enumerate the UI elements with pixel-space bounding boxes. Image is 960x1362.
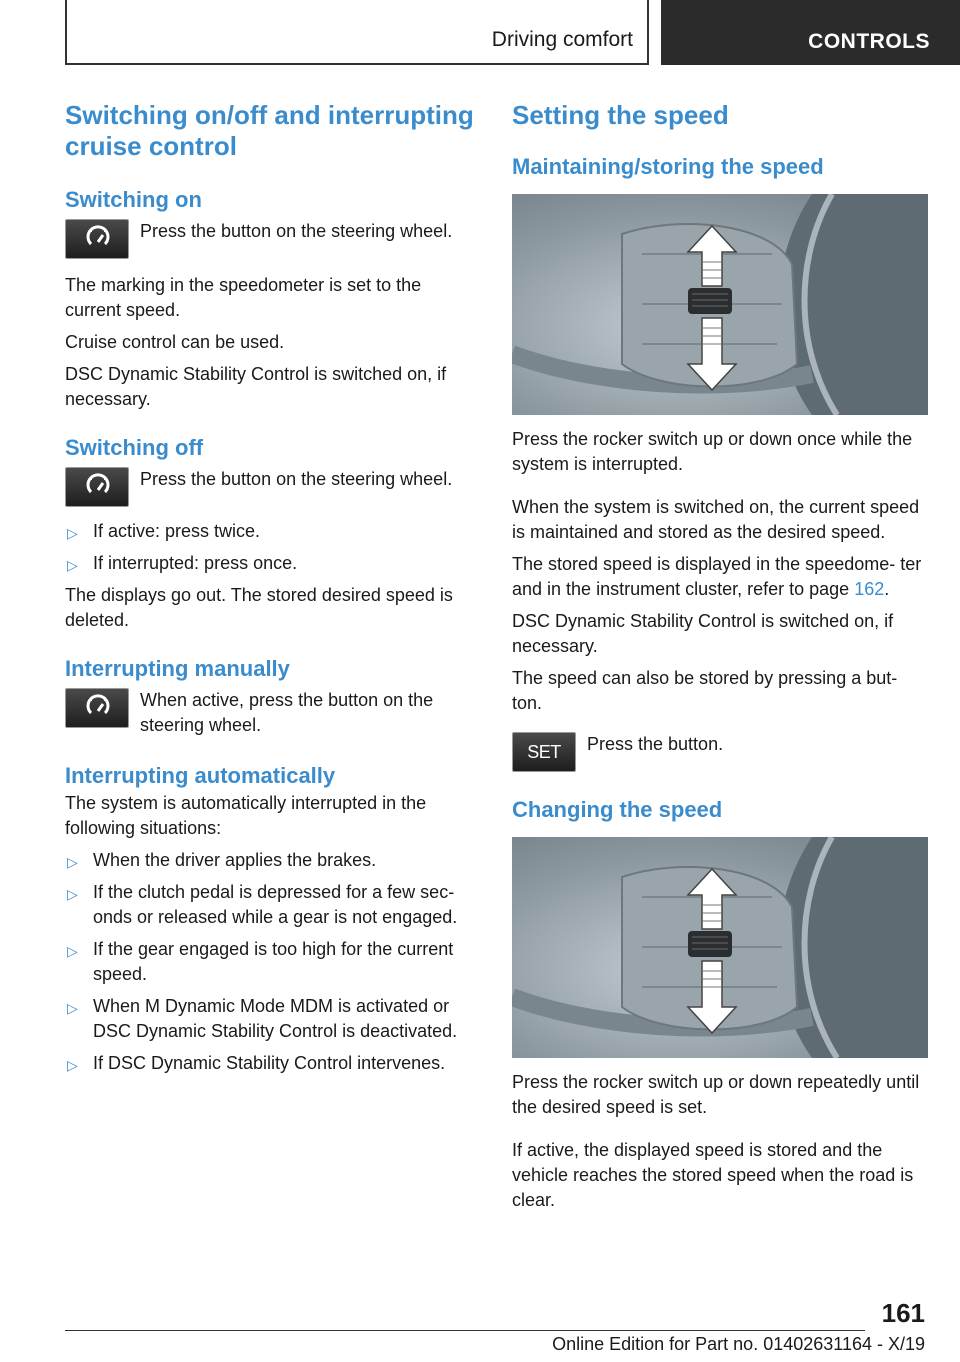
paragraph: The stored speed is displayed in the speedome‐ ter and in the instrument cluster, refer to page 162. [512, 554, 922, 599]
bullet-triangle-icon: ▷ [67, 886, 78, 902]
interrupting-automatically-list [65, 848, 480, 1076]
switching-on-instruction [65, 219, 480, 259]
set-button-instruction [512, 732, 928, 772]
heading-interrupting-automatically: Interrupting automatically [65, 763, 336, 788]
heading-switching-off: Switching off [65, 435, 204, 460]
section-title: Driving comfort [491, 28, 633, 51]
interrupting-manually-icon-text: When active, press the button on the steering wheel. [140, 690, 434, 735]
footer-divider [65, 1330, 865, 1331]
switching-off-icon-text: Press the button on the steering wheel. [140, 469, 453, 489]
main-heading-cruise-control: Switching on/off and interrupting cruise control [65, 100, 474, 161]
switching-off-instruction [65, 467, 480, 507]
paragraph: When the system is switched on, the current speed is maintained and stored as the desired speed. [512, 497, 920, 542]
bullet-triangle-icon: ▷ [67, 943, 78, 959]
set-button-icon [512, 732, 576, 772]
page-number: 161 [881, 1298, 925, 1328]
right-column [512, 100, 928, 1213]
set-button-icon-text: Press the button. [587, 734, 724, 754]
switching-on-icon-text: Press the button on the steering wheel. [140, 221, 453, 241]
steering-wheel-rocker-photo [512, 837, 928, 1058]
list-item: ▷ If the gear engaged is too high for the current speed. [67, 939, 454, 984]
set-button-label: SET [527, 742, 561, 762]
cruise-control-button-icon [65, 467, 129, 507]
paragraph: The marking in the speedometer is set to the current speed. [65, 275, 422, 320]
paragraph: Cruise control can be used. [65, 332, 285, 352]
edition-note: Online Edition for Part no. 01402631164 - X/19 [552, 1334, 925, 1354]
bullet-triangle-icon: ▷ [67, 1057, 78, 1073]
heading-switching-on: Switching on [65, 187, 202, 212]
chapter-title: CONTROLS [808, 30, 930, 53]
heading-interrupting-manually: Interrupting manually [65, 656, 290, 681]
paragraph: Press the rocker switch up or down repeatedly until the desired speed is set. [512, 1072, 920, 1117]
paragraph: If active, the displayed speed is stored and the vehicle reaches the stored speed when the road is clear. [512, 1140, 914, 1210]
list-item: ▷ When M Dynamic Mode MDM is activated or DSC Dynamic Stability Control is deactivated. [67, 996, 458, 1041]
page-reference-link[interactable]: 162 [854, 579, 885, 599]
paragraph: DSC Dynamic Stability Control is switched on, if necessary. [512, 611, 894, 656]
paragraph: Press the rocker switch up or down once while the system is interrupted. [512, 429, 913, 474]
bullet-triangle-icon: ▷ [67, 525, 78, 541]
list-item: ▷ If the clutch pedal is depressed for a few sec‐ onds or released while a gear is not engaged. [67, 882, 458, 927]
list-item: ▷ If DSC Dynamic Stability Control intervenes. [65, 1051, 480, 1076]
bullet-triangle-icon: ▷ [67, 1000, 78, 1016]
paragraph: The speed can also be stored by pressing a but‐ ton. [512, 668, 898, 713]
switching-off-list [65, 519, 480, 576]
list-item: ▷ When the driver applies the brakes. [65, 848, 480, 873]
paragraph: DSC Dynamic Stability Control is switched on, if necessary. [65, 364, 447, 409]
chapter-tab [661, 0, 960, 65]
heading-maintaining-storing: Maintaining/storing the speed [512, 154, 824, 179]
paragraph: The system is automatically interrupted in the following situations: [65, 793, 427, 838]
bullet-triangle-icon: ▷ [67, 557, 78, 573]
heading-changing-speed: Changing the speed [512, 797, 723, 822]
paragraph: The displays go out. The stored desired speed is deleted. [65, 585, 453, 630]
cruise-control-button-icon [65, 219, 129, 259]
cruise-control-button-icon [65, 688, 129, 728]
list-item: ▷ If active: press twice. [65, 519, 480, 544]
list-item: ▷ If interrupted: press once. [65, 551, 480, 576]
header-bar [65, 0, 649, 65]
left-column [65, 100, 480, 1076]
main-heading-setting-speed: Setting the speed [512, 100, 729, 130]
bullet-triangle-icon: ▷ [67, 854, 78, 870]
steering-wheel-rocker-photo [512, 194, 928, 415]
interrupting-manually-instruction [65, 688, 480, 738]
